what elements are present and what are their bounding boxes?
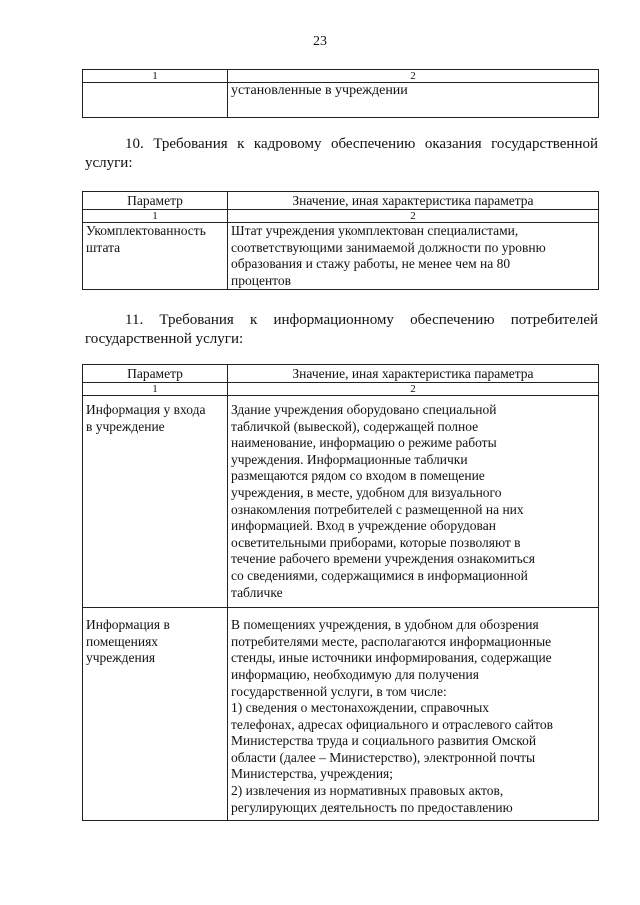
value-line: регулирующих деятельность по предоставлению	[231, 799, 513, 815]
section-text-continued: услуги:	[85, 155, 133, 171]
value-cell	[228, 396, 599, 608]
value-line: ознакомления потребителей с размещенной на них	[231, 501, 524, 517]
value-line: телефонах, адресах официального и отраслевого сайтов	[231, 716, 553, 732]
table-number-row	[83, 383, 599, 396]
param-line: помещениях	[86, 633, 159, 649]
section-text-continued: государственной услуги:	[85, 331, 244, 347]
table-continuation	[82, 69, 599, 118]
value-line: информацию, необходимую для получения	[231, 666, 479, 682]
param-cell	[83, 608, 228, 821]
table-row	[83, 83, 599, 118]
param-cell	[83, 83, 228, 118]
value-line: государственной услуги, в том числе:	[231, 683, 447, 699]
param-line: в учреждение	[86, 418, 165, 434]
value-line: потребителями месте, располагаются информационные	[231, 633, 552, 649]
table-information	[82, 364, 599, 821]
section-11-heading	[85, 311, 598, 349]
param-line: Информация у входа	[86, 402, 206, 417]
value-cell	[228, 608, 599, 821]
value-line: 1) сведения о местонахождении, справочных	[231, 700, 490, 716]
value-line: табличкой (вывеской), содержащей полное	[231, 418, 479, 434]
value-line: соответствующими занимаемой должности по уровню	[231, 239, 546, 255]
value-line: Штат учреждения укомплектован специалистами,	[231, 223, 519, 238]
value-cell: установленные в учреждении	[228, 83, 599, 118]
section-number: 11.	[125, 312, 144, 328]
table-row	[83, 396, 599, 608]
table-header-row	[83, 70, 599, 83]
value-line: области (далее – Министерство), электронной почты	[231, 749, 536, 765]
param-line: Укомплектованность	[86, 223, 206, 238]
column-number-1: 1	[83, 70, 228, 83]
param-line: учреждения	[86, 650, 156, 666]
value-line: табличке	[231, 584, 283, 600]
value-line: размещаются рядом со входом в помещение	[231, 468, 485, 484]
value-line: информацией. Вход в учреждение оборудован	[231, 518, 496, 534]
section-text: Требования к кадровому обеспечению оказания государственной	[153, 136, 598, 152]
table-header-row	[83, 192, 599, 210]
header-parameter: Параметр	[83, 192, 228, 210]
value-line: В помещениях учреждения, в удобном для обозрения	[231, 617, 539, 633]
value-line: Здание учреждения оборудовано специальной	[231, 402, 497, 417]
column-number-1: 1	[83, 383, 228, 396]
value-line: процентов	[231, 272, 292, 288]
value-line: течение рабочего времени учреждения ознакомиться	[231, 551, 535, 567]
param-line: штата	[86, 239, 121, 255]
table-header-row	[83, 365, 599, 383]
value-line: Министерства, учреждения;	[231, 766, 394, 782]
value-line: учреждения, в месте, удобном для визуального	[231, 484, 502, 500]
table-number-row	[83, 210, 599, 223]
value-line: учреждения. Информационные таблички	[231, 451, 468, 467]
section-number: 10.	[125, 136, 144, 152]
table-row	[83, 223, 599, 290]
value-line: 2) извлечения из нормативных правовых актов,	[231, 783, 504, 799]
param-line: Информация в	[86, 617, 170, 633]
table-staffing	[82, 191, 599, 290]
value-cell	[228, 223, 599, 290]
value-line: наименование, информацию о режиме работы	[231, 435, 497, 451]
header-value: Значение, иная характеристика параметра	[228, 365, 599, 383]
page-number: 23	[313, 34, 327, 49]
column-number-2: 2	[228, 383, 599, 396]
section-text: Требования к информационному обеспечению потребителей	[159, 312, 598, 328]
param-cell	[83, 396, 228, 608]
column-number-2: 2	[228, 210, 599, 223]
param-cell	[83, 223, 228, 290]
column-number-1: 1	[83, 210, 228, 223]
table-row	[83, 608, 599, 821]
value-line: образования и стажу работы, не менее чем на 80	[231, 256, 511, 272]
value-line: осветительными приборами, которые позволяют в	[231, 534, 521, 550]
value-line: Министерства труда и социального развития Омской	[231, 733, 537, 749]
value-line: со сведениями, содержащимися в информационной	[231, 567, 528, 583]
value-line: стенды, иные источники информирования, содержащие	[231, 650, 552, 666]
header-value: Значение, иная характеристика параметра	[228, 192, 599, 210]
header-parameter: Параметр	[83, 365, 228, 383]
column-number-2: 2	[228, 70, 599, 83]
section-10-heading	[85, 135, 598, 173]
